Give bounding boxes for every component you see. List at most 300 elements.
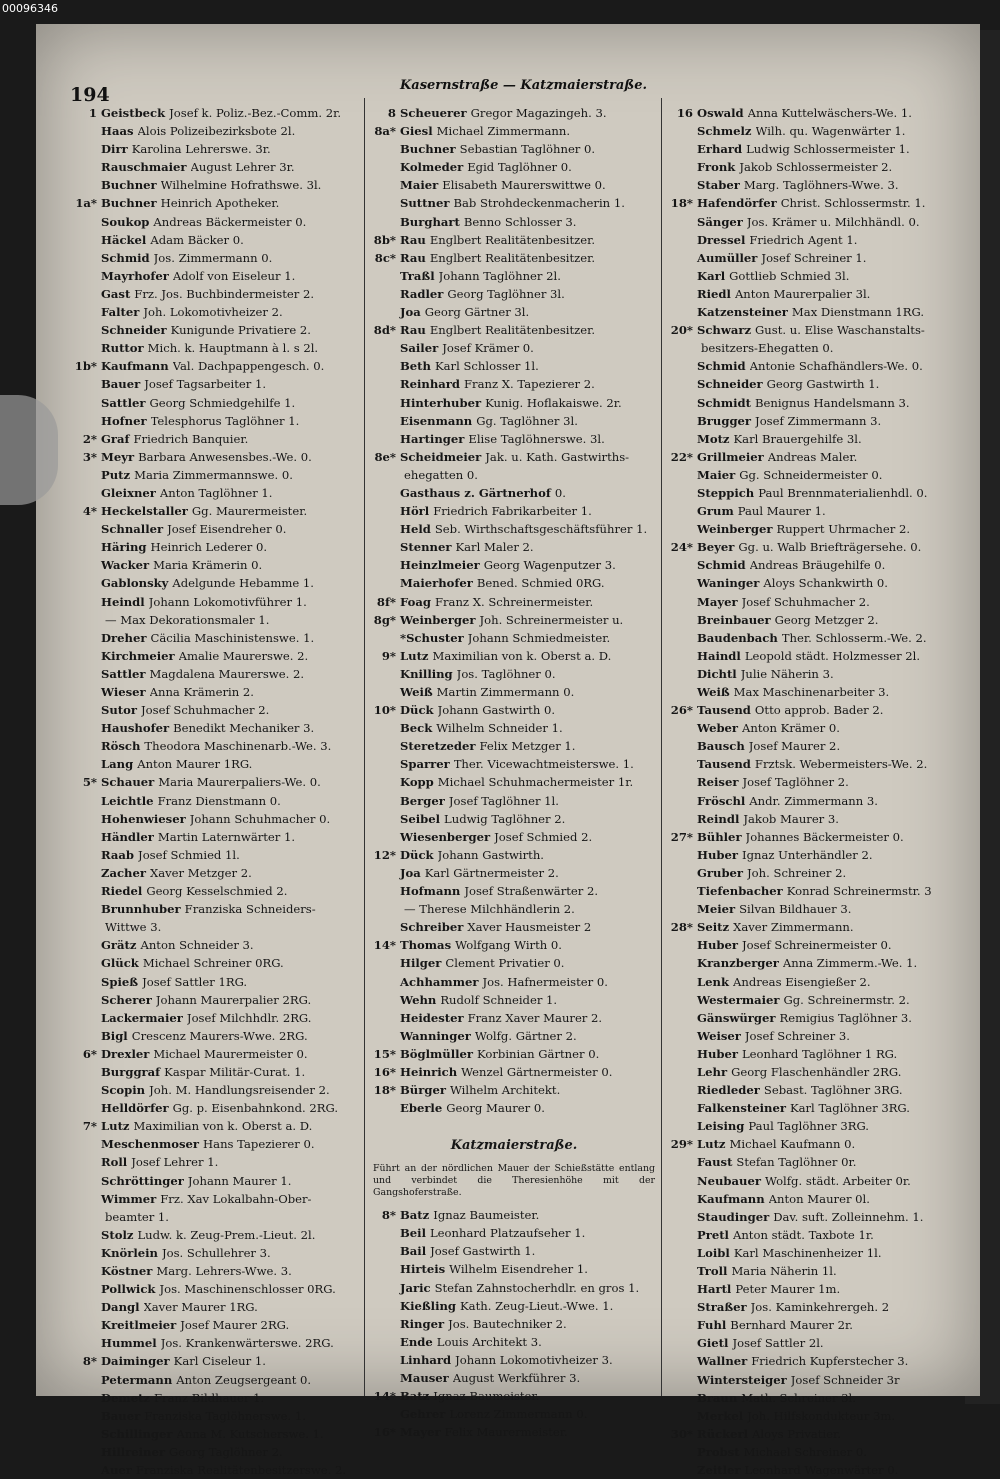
resident-detail: Bernhard Maurer 2r. (730, 1318, 853, 1333)
resident-name: Baudenbach (697, 630, 778, 645)
directory-entry (70, 1172, 362, 1190)
resident-detail: Val. Dachpappengesch. 0. (172, 359, 325, 374)
directory-entry (369, 158, 659, 176)
resident-detail: Gg. Schneidermeister 0. (739, 467, 883, 482)
directory-entry (666, 1280, 964, 1298)
house-number (70, 918, 101, 936)
resident-name: Böglmüller (400, 1046, 474, 1061)
resident-detail: Jos. Kaminkehrergeh. 2 (750, 1300, 890, 1315)
resident-name: Häckel (101, 232, 147, 247)
resident-name: Hilger (400, 956, 442, 971)
resident-name: Burghart (400, 214, 460, 229)
resident-name: Stolz (101, 1227, 134, 1242)
house-number (70, 1027, 101, 1045)
directory-entry (666, 285, 964, 303)
resident-detail: Andreas Maler. (767, 449, 858, 464)
resident-name: Buchner (101, 196, 157, 211)
resident-name: Gast (101, 286, 131, 301)
resident-name: Hofmann (400, 884, 461, 899)
resident-detail: Aloys Schankwirth 0. (763, 576, 888, 591)
resident-detail: Englbert Realitätenbesitzer. (429, 250, 596, 265)
house-number: 24* (670, 540, 693, 555)
resident-name: Köstner (101, 1264, 153, 1278)
resident-name: Gehrer (400, 1407, 446, 1422)
house-number (369, 1351, 400, 1369)
resident-detail: Gg. Schreinermstr. 2. (783, 992, 910, 1007)
house-number (70, 1208, 101, 1226)
directory-entry (666, 1063, 964, 1081)
resident-detail: Maximilian von k. Oberst a. D. (133, 1119, 313, 1134)
resident-name: Neubauer (697, 1173, 761, 1188)
house-number (369, 1369, 400, 1387)
resident-detail: Friedrich Kupferstecher 3. (751, 1354, 909, 1369)
resident-name: Grätz (101, 938, 137, 953)
house-number (666, 1099, 697, 1117)
resident-name: Gasthaus z. Gärtnerhof (400, 485, 551, 500)
house-number (70, 1135, 101, 1153)
directory-entry (369, 176, 659, 194)
resident-name: Lackermaier (101, 1010, 183, 1025)
directory-entry (70, 954, 362, 972)
house-number (70, 394, 101, 412)
directory-entry (666, 412, 964, 430)
resident-name: Gablonsky (101, 576, 169, 591)
directory-entry (70, 339, 362, 357)
resident-detail: Josef Schreiner 1. (761, 250, 867, 265)
resident-detail: Josef Krämer 0. (442, 341, 534, 356)
house-number (70, 846, 101, 864)
house-number (369, 574, 400, 592)
directory-entry (666, 973, 964, 991)
directory-entry (369, 1063, 659, 1081)
resident-name: Reinhard (400, 377, 461, 392)
resident-detail: Antonie Schafhändlers-We. 0. (749, 359, 923, 374)
directory-entry (70, 466, 362, 484)
directory-entry (369, 502, 659, 520)
directory-entry (369, 484, 659, 502)
resident-name: Maier (697, 467, 736, 482)
directory-entry (70, 122, 362, 140)
resident-detail: Josef Maurer 2. (748, 739, 841, 754)
resident-name: Dangl (101, 1300, 140, 1315)
house-number (369, 412, 400, 430)
directory-entry (70, 936, 362, 954)
resident-detail: Josef Milchhdlr. 2RG. (186, 1010, 312, 1025)
directory-entry (70, 1135, 362, 1153)
directory-entry (666, 556, 964, 574)
directory-entry (666, 1009, 964, 1027)
house-number (70, 792, 101, 810)
resident-name: Loibl (697, 1245, 730, 1260)
resident-detail: Ignaz Baumeister. (433, 1208, 540, 1223)
resident-detail: Josef Taglöhner 2. (742, 775, 849, 790)
house-number (70, 285, 101, 303)
resident-detail: Karl Gärtnermeister 2. (424, 865, 559, 880)
resident-detail: Andreas Bräugehilfe 0. (749, 558, 886, 573)
house-number (369, 158, 400, 176)
resident-name: Kreitlmeier (101, 1318, 177, 1333)
resident-detail: Georg Flaschenhändler 2RG. (731, 1064, 902, 1079)
resident-detail: Paul Maurer 1. (737, 504, 826, 519)
house-number (666, 936, 697, 954)
resident-detail: Maria Krämerin 0. (153, 558, 263, 573)
directory-entry (666, 574, 964, 592)
resident-name: Fronk (697, 160, 736, 175)
directory-entry (666, 810, 964, 828)
resident-name: Bauer (101, 377, 141, 392)
directory-entry (70, 683, 362, 701)
resident-name: Eberle (400, 1101, 443, 1116)
resident-detail: Johann Maurer 1. (187, 1173, 292, 1188)
resident-detail: Silvan Bildhauer 3. (739, 902, 852, 917)
resident-name: Heinzlmeier (400, 558, 480, 573)
directory-entry (666, 1208, 964, 1226)
house-number (369, 394, 400, 412)
resident-detail: Benno Schlosser 3. (463, 214, 577, 229)
resident-name: Suttner (400, 196, 450, 211)
house-number (70, 538, 101, 556)
directory-entry (70, 520, 362, 538)
directory-entry (369, 140, 659, 158)
resident-name: Sattler (101, 666, 146, 681)
resident-detail: Gregor Magazingeh. 3. (470, 106, 607, 120)
resident-detail: Maria Zimmermannswe. 0. (134, 467, 293, 482)
resident-name: Grillmeier (697, 449, 764, 464)
directory-entry (666, 502, 964, 520)
resident-name: Sänger (697, 214, 743, 229)
directory-entry (70, 556, 362, 574)
resident-detail: August Lehrer 3r. (190, 160, 295, 175)
house-number (369, 828, 400, 846)
directory-entry (70, 773, 362, 791)
resident-name: Schnaller (101, 522, 164, 537)
resident-detail: Elisabeth Maurerswittwe 0. (442, 178, 606, 193)
resident-detail: Michael Schreiner 0. (743, 1444, 867, 1459)
directory-entry (666, 647, 964, 665)
resident-name: Leichtle (101, 793, 154, 808)
resident-detail: Joh. Schreinermeister u. (479, 612, 624, 627)
resident-name: Linhard (400, 1352, 452, 1367)
house-number (70, 1280, 101, 1298)
house-number: 30* (670, 1426, 693, 1441)
resident-name: Daiminger (101, 1354, 170, 1369)
resident-detail: Josef Schuhmacher 2. (141, 703, 270, 718)
house-number (70, 267, 101, 285)
house-number (666, 900, 697, 918)
house-number (70, 556, 101, 574)
resident-name: Kopp (400, 775, 434, 790)
resident-detail: Franz X. Tapezierer 2. (464, 377, 595, 392)
directory-entry (666, 1027, 964, 1045)
resident-detail: Kath. Zeug-Lieut.-Wwe. 1. (460, 1298, 614, 1313)
resident-detail: Karl Ciseleur 1. (173, 1354, 266, 1369)
resident-detail: Josef Straßenwärter 2. (464, 884, 599, 899)
resident-detail: Anna Kuttelwäschers-We. 1. (747, 106, 912, 120)
house-number (666, 122, 697, 140)
directory-entry (369, 466, 659, 484)
house-number (666, 520, 697, 538)
resident-detail: Benignus Handelsmann 3. (755, 395, 910, 410)
house-number (70, 1298, 101, 1316)
resident-name: Mayer (697, 594, 738, 609)
resident-detail: Josef Schreiner 3. (744, 1028, 850, 1043)
house-number (666, 303, 697, 321)
resident-name: Erhard (697, 142, 743, 157)
house-number: 3* (82, 449, 97, 464)
directory-entry (70, 1153, 362, 1171)
resident-name: Burggraf (101, 1064, 161, 1079)
house-number (70, 954, 101, 972)
resident-detail: Xaver Hausmeister 2 (467, 920, 592, 935)
resident-detail: Georg Gärtner 3l. (424, 305, 530, 320)
resident-detail: Friedrich Agent 1. (749, 232, 858, 247)
resident-name: Kranzberger (697, 956, 779, 971)
directory-entry (369, 1351, 659, 1369)
directory-entry (369, 285, 659, 303)
house-number (369, 375, 400, 393)
resident-name: Gietl (697, 1336, 729, 1351)
house-number (70, 665, 101, 683)
resident-detail: Friedrich Fabrikarbeiter 1. (433, 504, 592, 519)
resident-detail: Jakob Maurer 3. (743, 811, 839, 826)
house-number (369, 991, 400, 1009)
house-number: 18* (670, 196, 693, 211)
resident-detail: Johann Maurerpalier 2RG. (155, 992, 312, 1007)
directory-entry (666, 773, 964, 791)
house-number (369, 810, 400, 828)
scan-id: 00096346 (2, 2, 58, 15)
house-number (70, 701, 101, 719)
resident-detail: Johann Lokomotivheizer 3. (455, 1352, 613, 1367)
resident-detail: Maria Maurerpaliers-We. 0. (158, 775, 321, 790)
directory-entry (666, 140, 964, 158)
house-number (70, 484, 101, 502)
resident-name: Petermann (101, 1372, 173, 1387)
resident-detail: Wilh. qu. Wagenwärter 1. (755, 124, 906, 139)
directory-entry (666, 593, 964, 611)
house-number: 8a* (374, 124, 396, 139)
resident-detail: Alois Polizeibezirksbote 2l. (137, 124, 296, 139)
house-number: 9* (381, 648, 396, 663)
resident-name: Kaufmann (697, 1191, 765, 1206)
directory-entry (666, 1443, 964, 1461)
resident-name: Maierhofer (400, 576, 473, 591)
resident-name: Haas (101, 124, 134, 139)
directory-entry (369, 773, 659, 791)
directory-entry (666, 719, 964, 737)
resident-detail: Martin Zimmermann 0. (436, 685, 575, 699)
directory-entry (666, 104, 964, 122)
resident-detail: Paul Brennmaterialienhdl. 0. (758, 485, 928, 500)
resident-name: Brunnhuber (101, 902, 181, 917)
house-number (666, 973, 697, 991)
directory-entry (666, 954, 964, 972)
resident-detail: Sebast. Taglöhner 3RG. (763, 1083, 903, 1098)
directory-entry (70, 1190, 362, 1208)
resident-detail: Crescenz Maurers-Wwe. 2RG. (131, 1028, 308, 1043)
directory-entry (70, 1371, 362, 1389)
resident-detail: Friedrich Banquier. (133, 431, 249, 446)
house-number: 8* (82, 1354, 97, 1369)
house-number (666, 1009, 697, 1027)
resident-name: Jaric (400, 1280, 431, 1295)
directory-entry (666, 1352, 964, 1370)
directory-entry (369, 1369, 659, 1387)
directory-entry (369, 339, 659, 357)
directory-entry (70, 647, 362, 665)
directory-entry (666, 1153, 964, 1171)
resident-detail: Lorenz Zimmermann 0. (449, 1407, 588, 1422)
resident-name: Hartl (697, 1282, 732, 1297)
directory-entry (666, 882, 964, 900)
directory-entry (666, 792, 964, 810)
house-number: 8e* (374, 449, 396, 464)
directory-entry (666, 611, 964, 629)
resident-name: Tausend (697, 703, 751, 718)
resident-name: Ringer (400, 1316, 445, 1331)
resident-name: Schillinger (101, 1426, 173, 1441)
resident-detail: Anton Taglöhner 1. (159, 485, 273, 500)
directory-entry (369, 593, 659, 611)
house-number: 16 (676, 106, 693, 120)
resident-name: Grum (697, 504, 734, 519)
house-number: 6* (82, 1046, 97, 1061)
resident-name: Reiser (697, 775, 739, 790)
house-number (70, 973, 101, 991)
directory-entry (369, 1206, 659, 1224)
resident-name: Traßl (400, 268, 435, 283)
directory-entry (70, 792, 362, 810)
resident-detail: Josef Sattler 2l. (732, 1336, 824, 1351)
directory-entry (70, 810, 362, 828)
resident-name: Geistbeck (101, 106, 166, 120)
directory-entry (70, 502, 362, 520)
directory-entry (666, 755, 964, 773)
resident-name: Schwarz (697, 323, 752, 338)
resident-detail: Franz Bildhauer 1. (154, 1390, 265, 1405)
resident-detail: Josef Schmied 2. (494, 829, 593, 844)
directory-entry (70, 104, 362, 122)
resident-detail: Felix Metzger 1. (479, 739, 576, 754)
resident-detail: Ludwig Taglöhner 2. (444, 811, 566, 826)
resident-detail: Johann Schmiedmeister. (467, 630, 611, 645)
column-2-entries (369, 104, 659, 1117)
resident-detail: Anna M. Kutscherswe. 1. (176, 1426, 324, 1441)
directory-entry (666, 900, 964, 918)
resident-name: Steppich (697, 485, 755, 500)
directory-entry (70, 1208, 362, 1226)
house-number (666, 574, 697, 592)
directory-entry (70, 1226, 362, 1244)
resident-name: Maier (400, 178, 439, 193)
resident-detail: Georg Gastwirth 1. (766, 377, 880, 392)
resident-detail: Xaver Metzger 2. (149, 865, 252, 880)
resident-name: Heckelstaller (101, 504, 188, 519)
resident-detail: Wilhelmine Hofrathswe. 3l. (160, 178, 322, 193)
directory-entry (369, 122, 659, 140)
resident-name: Aumüller (697, 250, 758, 265)
directory-entry (369, 1242, 659, 1260)
resident-name: Fuhl (697, 1318, 727, 1333)
directory-entry (666, 1244, 964, 1262)
house-number (70, 158, 101, 176)
house-number: 8g* (373, 612, 396, 627)
house-number (666, 502, 697, 520)
resident-detail: Jos. Hafnermeister 0. (482, 974, 608, 989)
house-number (70, 1190, 101, 1208)
directory-entry (70, 176, 362, 194)
resident-detail: Josef Schneider 3r (790, 1372, 900, 1387)
directory-entry (369, 1333, 659, 1351)
directory-entry (666, 321, 964, 339)
directory-entry (369, 683, 659, 701)
directory-entry (369, 1297, 659, 1315)
house-number (666, 1407, 697, 1425)
column-1 (70, 104, 362, 1479)
house-number (666, 647, 697, 665)
directory-entry (369, 755, 659, 773)
resident-name: Sattler (101, 395, 146, 410)
directory-entry (666, 1262, 964, 1280)
katzmaierstrasse-entries (369, 1206, 659, 1441)
directory-entry (666, 864, 964, 882)
directory-entry (666, 991, 964, 1009)
resident-name: *Schuster (400, 630, 464, 645)
directory-entry (666, 267, 964, 285)
house-number (666, 430, 697, 448)
resident-name: Haindl (697, 648, 741, 663)
directory-entry (666, 158, 964, 176)
resident-name: Wintersteiger (697, 1372, 787, 1387)
resident-name: Stenner (400, 540, 452, 555)
resident-name: Staber (697, 178, 740, 193)
directory-entry (369, 194, 659, 212)
resident-name: Lutz (400, 648, 429, 663)
resident-detail: Julie Näherin 3. (740, 666, 834, 681)
house-number (369, 267, 400, 285)
house-number (369, 194, 400, 212)
directory-entry (369, 1260, 659, 1278)
resident-name: Wanninger (400, 1028, 471, 1043)
resident-name: Wallner (697, 1354, 748, 1369)
house-number (369, 629, 400, 647)
directory-entry (369, 1387, 659, 1405)
house-number (666, 755, 697, 773)
directory-entry (666, 665, 964, 683)
directory-entry (369, 792, 659, 810)
resident-detail: Martin Laternwärter 1. (157, 829, 296, 844)
house-number (369, 864, 400, 882)
resident-detail: Wolfgang Wirth 0. (455, 938, 562, 953)
directory-entry (70, 267, 362, 285)
house-number: 8* (381, 1208, 396, 1223)
directory-entry (70, 1425, 362, 1443)
resident-name: Dreher (101, 630, 147, 645)
resident-detail: Wilhelm Eisendreher 1. (449, 1262, 588, 1277)
house-number (70, 1262, 101, 1280)
column-rule (661, 98, 662, 1396)
resident-name: Berger (400, 793, 445, 808)
resident-detail: Frz. Xav Lokalbahn-Ober- (160, 1191, 312, 1206)
directory-entry (369, 647, 659, 665)
directory-entry (70, 737, 362, 755)
house-number (369, 1333, 400, 1351)
resident-detail: Remigius Taglöhner 3. (779, 1010, 912, 1025)
column-rule (364, 98, 365, 1396)
resident-name: Schneider (697, 377, 763, 392)
resident-name: Falkensteiner (697, 1101, 786, 1116)
resident-detail: besitzers-Ehegatten 0. (701, 341, 834, 356)
